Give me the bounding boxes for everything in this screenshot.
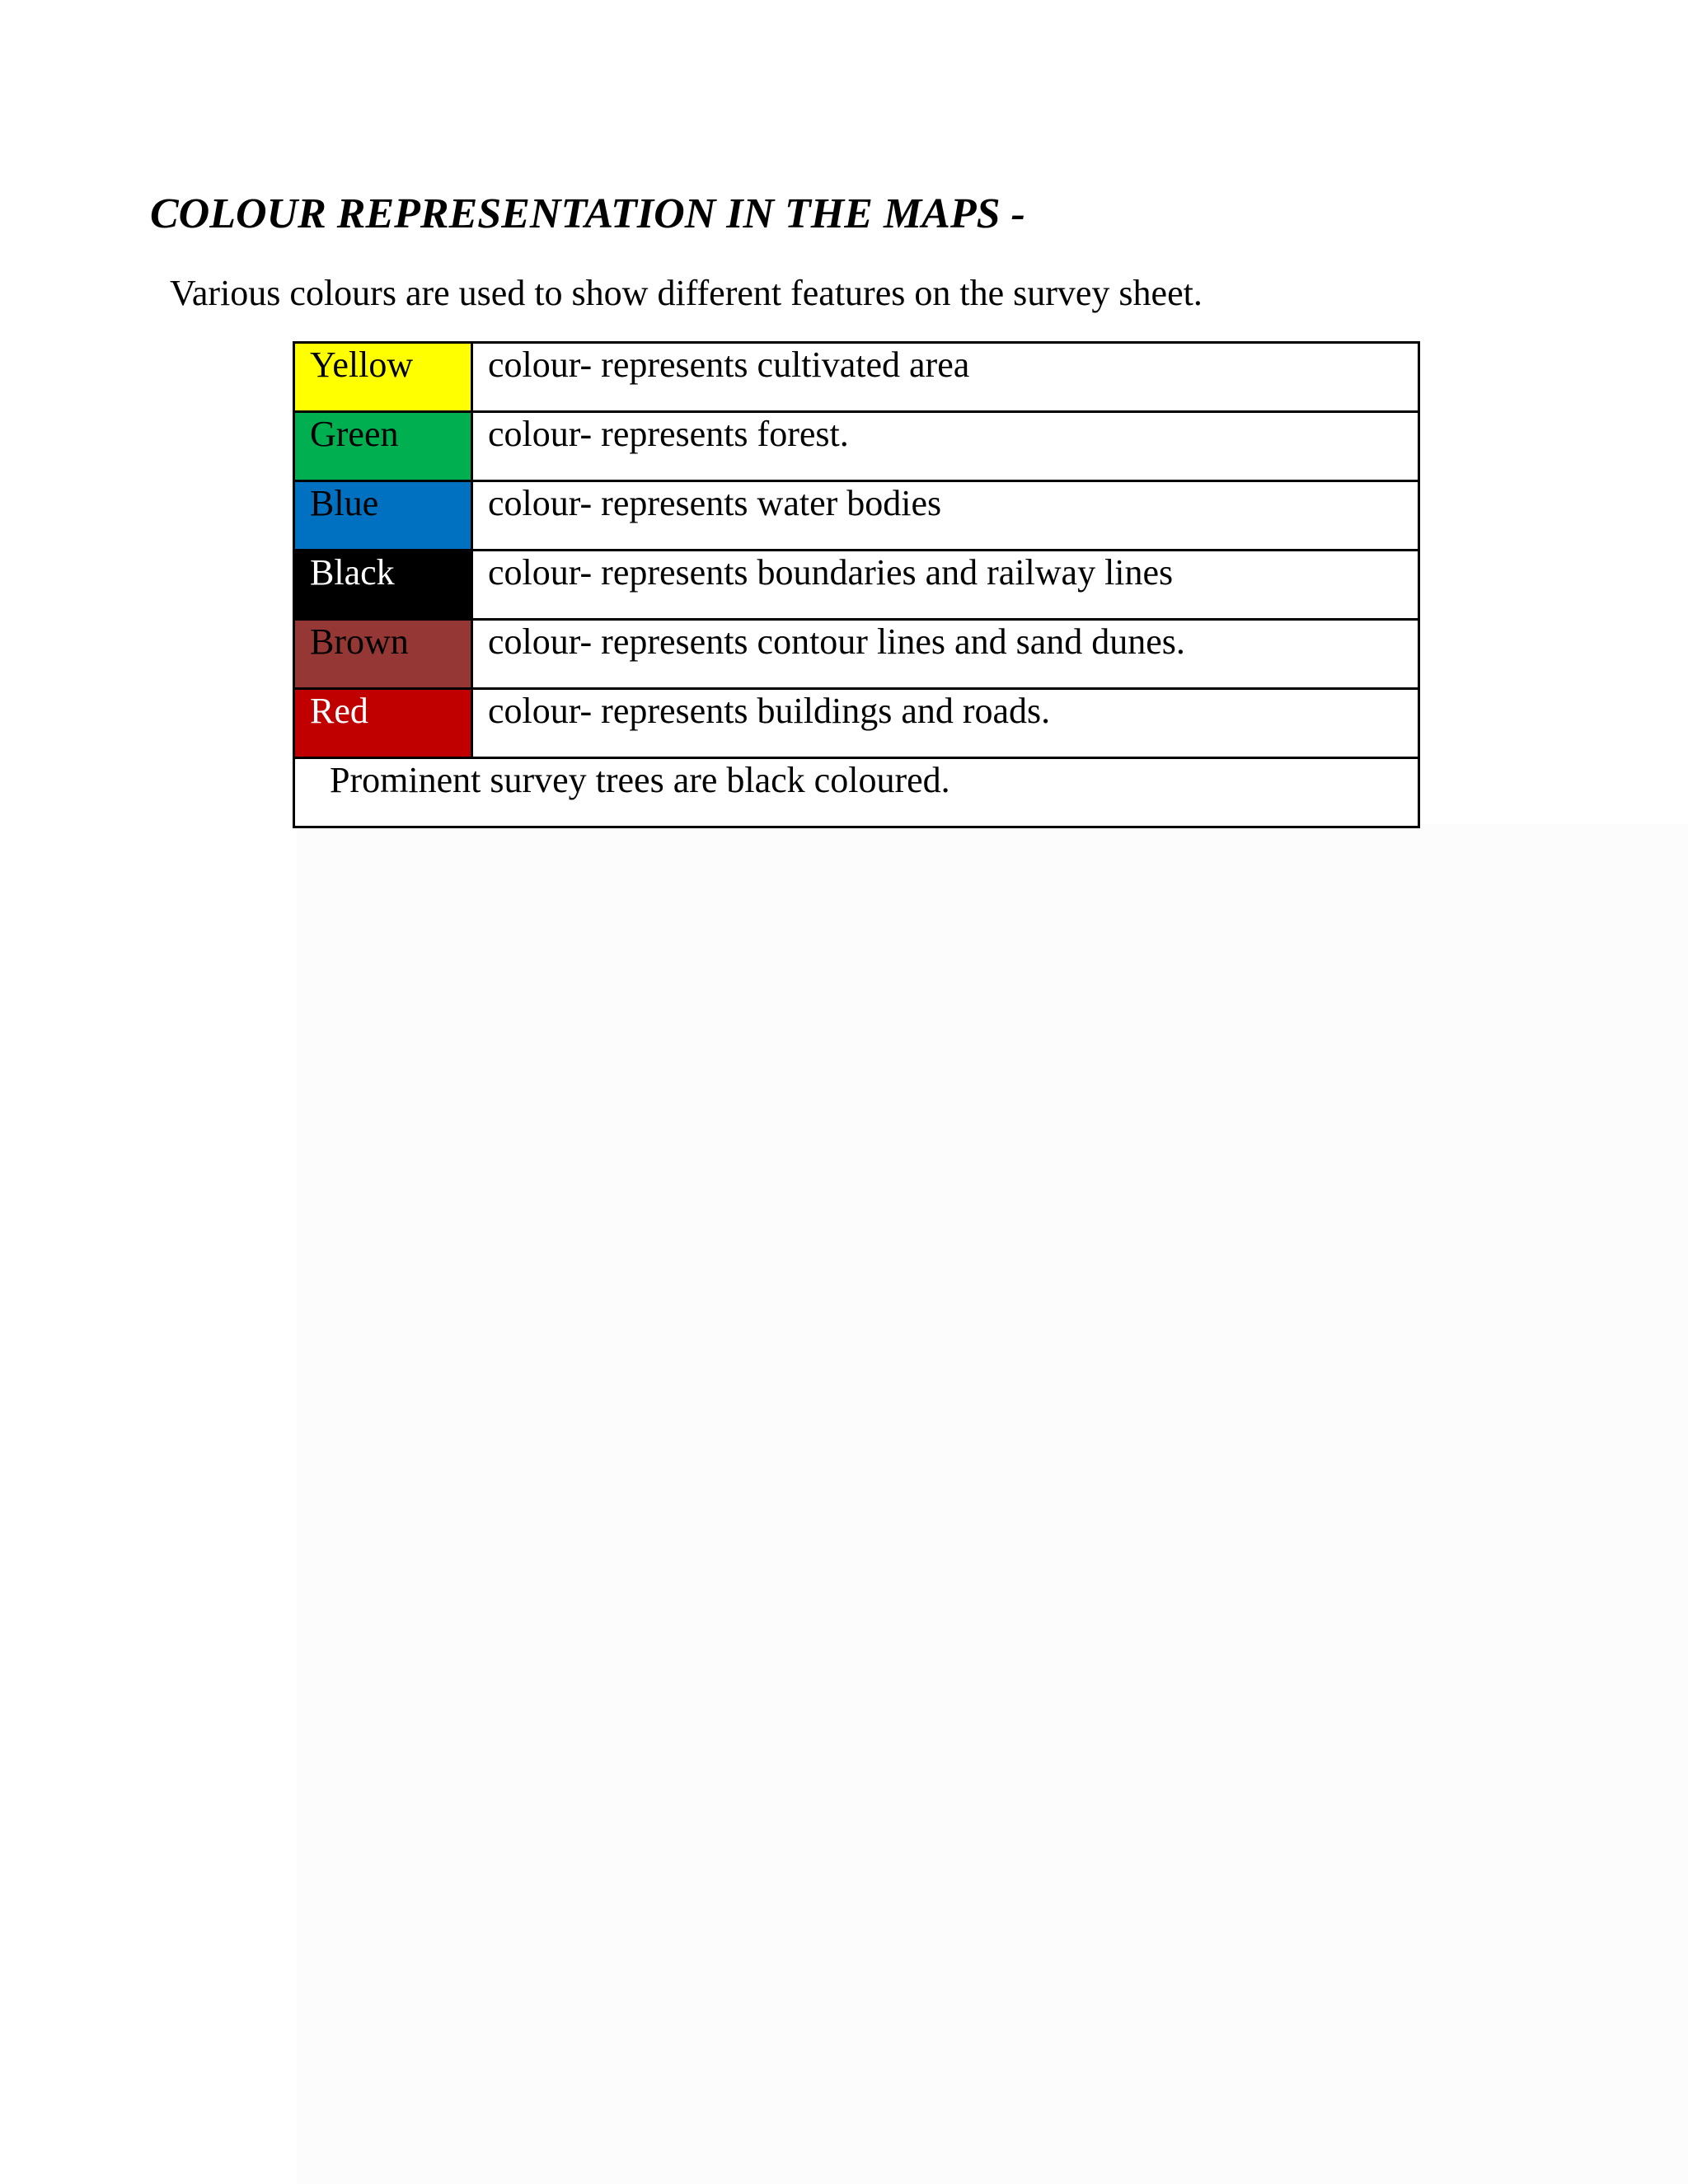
page-shade bbox=[297, 824, 1688, 2184]
intro-text: Various colours are used to show different features on the survey sheet. bbox=[170, 273, 1203, 313]
legend-row-green bbox=[294, 412, 1419, 481]
colour-swatch: Blue bbox=[294, 481, 472, 551]
colour-legend-table bbox=[293, 341, 1420, 828]
colour-description: colour- represents buildings and roads. bbox=[472, 689, 1419, 758]
legend-row-blue bbox=[294, 481, 1419, 551]
colour-swatch: Yellow bbox=[294, 343, 472, 412]
legend-row-brown bbox=[294, 620, 1419, 689]
colour-swatch: Green bbox=[294, 412, 472, 481]
colour-swatch: Brown bbox=[294, 620, 472, 689]
colour-swatch: Red bbox=[294, 689, 472, 758]
legend-row-black bbox=[294, 551, 1419, 620]
page-title: COLOUR REPRESENTATION IN THE MAPS - bbox=[150, 190, 1025, 237]
colour-description: colour- represents forest. bbox=[472, 412, 1419, 481]
colour-swatch: Black bbox=[294, 551, 472, 620]
colour-description: colour- represents contour lines and sand dunes. bbox=[472, 620, 1419, 689]
legend-note-row bbox=[294, 758, 1419, 827]
survey-trees-note: Prominent survey trees are black coloured. bbox=[294, 758, 1419, 827]
colour-description: colour- represents water bodies bbox=[472, 481, 1419, 551]
colour-description: colour- represents boundaries and railway lines bbox=[472, 551, 1419, 620]
colour-description: colour- represents cultivated area bbox=[472, 343, 1419, 412]
legend-row-red bbox=[294, 689, 1419, 758]
legend-row-yellow bbox=[294, 343, 1419, 412]
